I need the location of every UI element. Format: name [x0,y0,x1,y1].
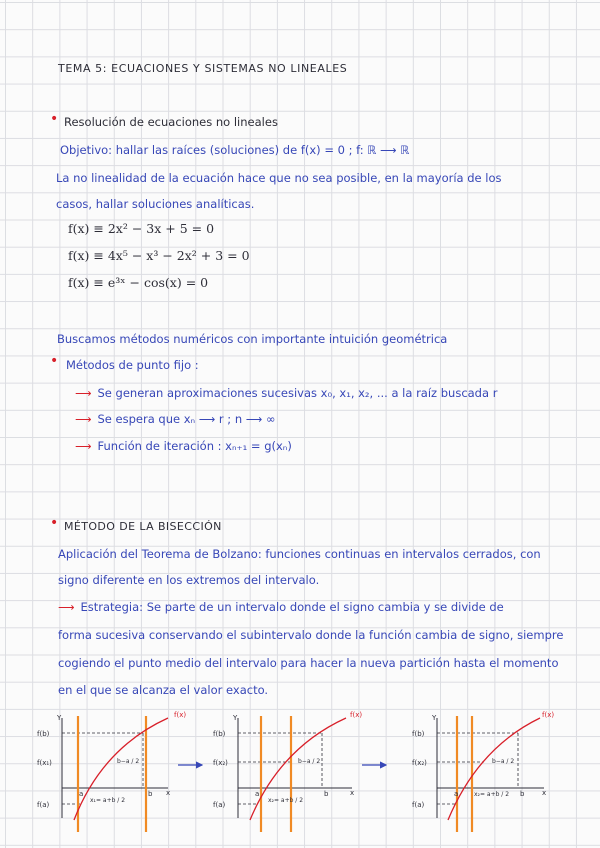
x-axis-label: x [350,789,355,797]
curve-label: f(x) [174,711,187,719]
y-axis-label: Y [57,714,62,722]
equation-1: f(x) ≡ 2x² − 3x + 5 = 0 [68,221,215,236]
list-item-text: Se generan aproximaciones sucesivas x₀, x₁, x₂, ... a la raíz buscada r [97,386,498,400]
fx2-label: f(x₂) [412,759,427,767]
half-interval-label: b−a / 2 [117,758,140,765]
curve-label: f(x) [350,711,363,719]
bullet-dot: • [50,111,59,127]
half-interval-label: b−a / 2 [492,758,515,765]
paragraph-line [58,599,504,615]
page-title: TEMA 5: ECUACIONES Y SISTEMAS NO LINEALES [58,62,348,75]
half-interval-label: b−a / 2 [298,758,321,765]
fx1-label: f(x₁) [37,759,52,767]
paragraph-line: casos, hallar soluciones analíticas. [56,197,255,211]
bisection-graph-2 [213,711,362,832]
bullet-dot: • [50,515,59,531]
b-label: b [520,790,525,798]
fa-label: f(a) [37,801,50,809]
bisection-graph-3 [412,711,554,832]
x1-label: x₁= a+b / 2 [90,797,126,804]
fa-label: f(a) [213,801,226,809]
list-item-text: Función de iteración : xₙ₊₁ = g(xₙ) [97,439,292,453]
list-item [75,385,497,401]
bullet-dot: • [50,353,59,369]
b-label: b [324,790,329,798]
list-item [75,438,292,454]
bisection-graph-1 [37,711,186,832]
objetivo-text: Objetivo: hallar las raíces (soluciones) de f(x) = 0 ; f: ℝ ⟶ ℝ [60,143,410,157]
paragraph-line: Buscamos métodos numéricos con importante intuición geométrica [57,332,448,346]
fb-label: f(b) [37,730,50,738]
y-axis-label: Y [233,714,238,722]
x2-label: x₂= a+b / 2 [268,797,304,804]
paragraph-line: signo diferente en los extremos del intervalo. [58,573,320,587]
fb-label: f(b) [412,730,425,738]
a-label: a [255,790,260,798]
curve-label: f(x) [542,711,555,719]
fa-label: f(a) [412,801,425,809]
section-heading-resolucion: Resolución de ecuaciones no lineales [64,115,278,129]
section-heading-biseccion: MÉTODO DE LA BISECCIÓN [64,520,222,533]
x-axis-label: x [166,789,171,797]
paragraph-line: forma sucesiva conservando el subintervalo donde la función cambia de signo, siempre [58,628,564,642]
y-axis-label: Y [432,714,437,722]
a-label: a [454,790,459,798]
list-item-text: Se espera que xₙ ⟶ r ; n ⟶ ∞ [97,412,276,426]
paragraph-line: en el que se alcanza el valor exacto. [58,683,269,697]
paragraph-line: La no linealidad de la ecuación hace que no sea posible, en la mayoría de los [56,171,502,185]
x2-label: x₂= a+b / 2 [474,791,510,798]
equation-3: f(x) ≡ e³ˣ − cos(x) = 0 [68,275,209,290]
right-arrow-icon: ⟶ [58,600,75,614]
fx2-label: f(x₂) [213,759,228,767]
estrategia-text: Estrategia: Se parte de un intervalo donde el signo cambia y se divide de [80,600,504,614]
right-arrow-icon: ⟶ [75,412,92,426]
right-arrow-icon: ⟶ [75,439,92,453]
b-label: b [148,790,153,798]
list-item [75,411,276,427]
a-label: a [79,790,84,798]
section-heading-punto-fijo: Métodos de punto fijo : [66,358,199,372]
right-arrow-icon: ⟶ [75,386,92,400]
fb-label: f(b) [213,730,226,738]
bisection-diagrams [0,700,600,848]
paragraph-line: Aplicación del Teorema de Bolzano: funciones continuas en intervalos cerrados, con [58,547,541,561]
paragraph-line: cogiendo el punto medio del intervalo para hacer la nueva partición hasta el momento [58,656,559,670]
x-axis-label: x [542,789,547,797]
equation-2: f(x) ≡ 4x⁵ − x³ − 2x² + 3 = 0 [68,248,250,263]
